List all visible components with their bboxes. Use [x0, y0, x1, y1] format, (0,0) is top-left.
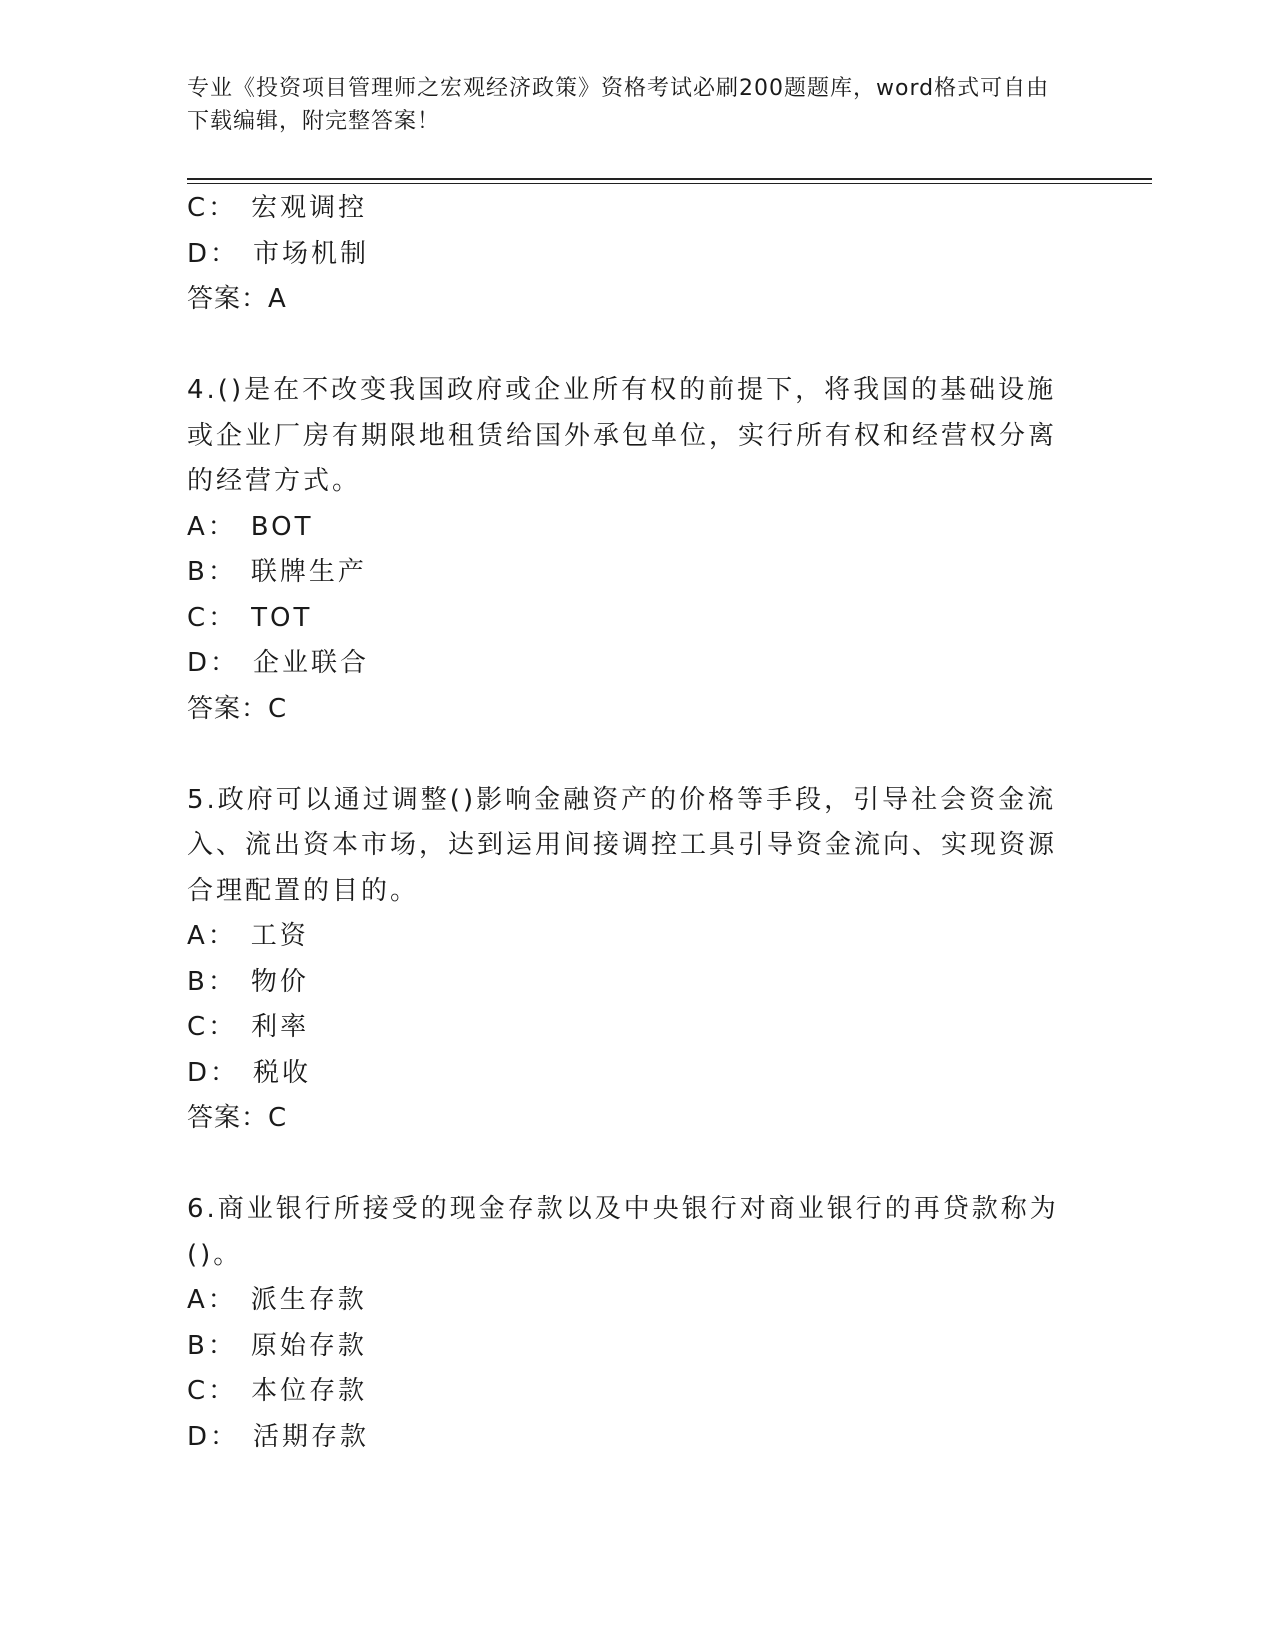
option-a: A： 派生存款 — [187, 1285, 367, 1315]
option-c: C： 宏观调控 — [187, 193, 368, 223]
option-d: D： 活期存款 — [187, 1421, 370, 1452]
option-b: B： 联牌生产 — [187, 557, 367, 587]
answer-line: 答案：A — [187, 284, 287, 314]
option-c: C： 本位存款 — [187, 1376, 368, 1406]
option-b: B： 物价 — [187, 966, 309, 997]
question-stem: 5.政府可以通过调整()影响金融资产的价格等手段，引导社会资金流入、流出资本市场，达到运用间接调控工具引导资金流向、实现资源合理配置的目的。 — [187, 784, 1058, 906]
page-header: 专业《投资项目管理师之宏观经济政策》资格考试必刷200题题库，word格式可自由下载编辑，附完整答案！ — [187, 76, 1050, 134]
option-d: D： 市场机制 — [187, 238, 370, 269]
option-d: D： 企业联合 — [187, 648, 370, 678]
header-divider — [187, 178, 1152, 184]
answer-line: 答案：C — [187, 693, 288, 724]
option-c: C： 利率 — [187, 1012, 310, 1042]
option-a: A： BOT — [187, 511, 314, 542]
option-d: D： 税收 — [187, 1057, 312, 1088]
question-stem: 6.商业银行所接受的现金存款以及中央银行对商业银行的再贷款称为()。 — [187, 1194, 1059, 1270]
option-a: A： 工资 — [187, 921, 309, 951]
question-list — [187, 186, 1067, 1460]
option-b: B： 原始存款 — [187, 1330, 367, 1361]
question-stem: 4.()是在不改变我国政府或企业所有权的前提下，将我国的基础设施或企业厂房有期限地租赁给国外承包单位，实行所有权和经营权分离的经营方式。 — [187, 375, 1058, 496]
answer-line: 答案：C — [187, 1103, 288, 1133]
option-c: C： TOT — [187, 602, 313, 633]
